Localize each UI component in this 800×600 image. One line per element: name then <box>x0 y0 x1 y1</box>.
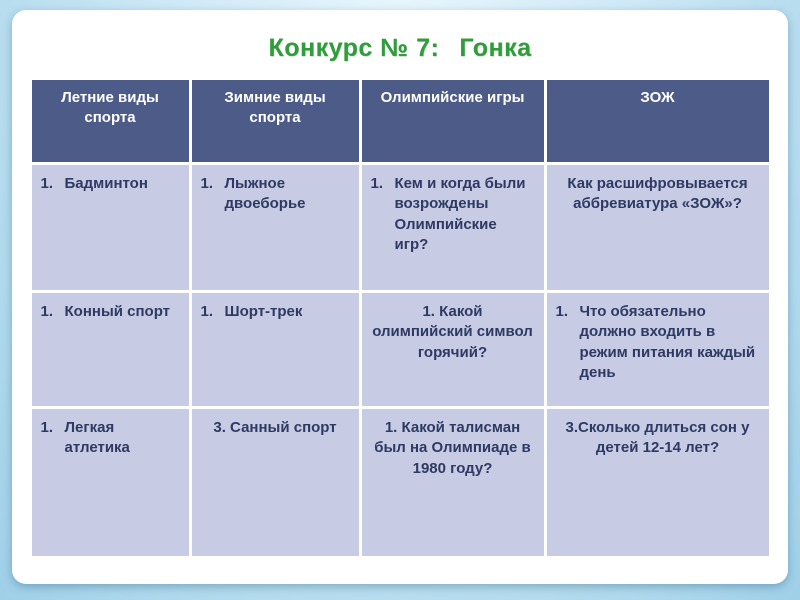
item-text: Как расшифровывается аббревиатура «ЗОЖ»? <box>567 175 748 213</box>
cell-summer-equestrian <box>30 292 190 408</box>
item-text: Кем и когда были возрождены Олимпийские игр? <box>394 175 526 253</box>
slide <box>12 10 788 584</box>
cell-winter-short-track <box>190 292 360 408</box>
column-header-summer-sports: Летние виды спорта <box>30 79 190 164</box>
cell-winter-nordic-combined <box>190 164 360 292</box>
item-text: 3.Сколько длиться сон у детей 12-14 лет? <box>565 419 750 457</box>
column-header-zozh: ЗОЖ <box>545 79 770 164</box>
item-number: 1. <box>40 419 54 436</box>
item-number: 1. <box>200 175 214 192</box>
item-text: Что обязательно должно входить в режим питания каждый день <box>579 303 756 381</box>
quiz-table <box>29 77 772 559</box>
item-number: 1. <box>40 175 54 192</box>
item-number: 1. <box>200 303 214 320</box>
item-text: 1. Какой талисман был на Олимпиаде в 1980 году? <box>374 419 531 477</box>
table-row <box>30 408 770 558</box>
item-number: 1. <box>40 303 54 320</box>
cell-zozh-question-2 <box>545 292 770 408</box>
cell-summer-badminton <box>30 164 190 292</box>
table-row <box>30 164 770 292</box>
item-text: 1. Какой олимпийский символ горячий? <box>372 303 533 361</box>
item-text: 3. Санный спорт <box>213 419 337 436</box>
column-header-olympic-games: Олимпийские игры <box>360 79 545 164</box>
column-header-winter-sports: Зимние виды спорта <box>190 79 360 164</box>
slide-title <box>12 34 788 63</box>
item-number: 1. <box>555 303 569 320</box>
cell-winter-luge <box>190 408 360 558</box>
header-row <box>30 79 770 164</box>
item-text: Шорт-трек <box>224 303 303 320</box>
cell-zozh-question-1 <box>545 164 770 292</box>
cell-summer-athletics <box>30 408 190 558</box>
cell-olympic-question-3 <box>360 408 545 558</box>
slide-title-contest: Конкурс № 7: <box>268 34 440 62</box>
cell-olympic-question-2 <box>360 292 545 408</box>
item-text: Конный спорт <box>64 303 171 320</box>
item-number: 1. <box>370 175 384 192</box>
item-text: Легкая атлетика <box>64 419 130 457</box>
cell-zozh-question-3 <box>545 408 770 558</box>
cell-olympic-question-1 <box>360 164 545 292</box>
table-row <box>30 292 770 408</box>
item-text: Лыжное двоеборье <box>224 175 306 213</box>
item-text: Бадминтон <box>64 175 148 192</box>
slide-title-race: Гонка <box>459 34 532 62</box>
